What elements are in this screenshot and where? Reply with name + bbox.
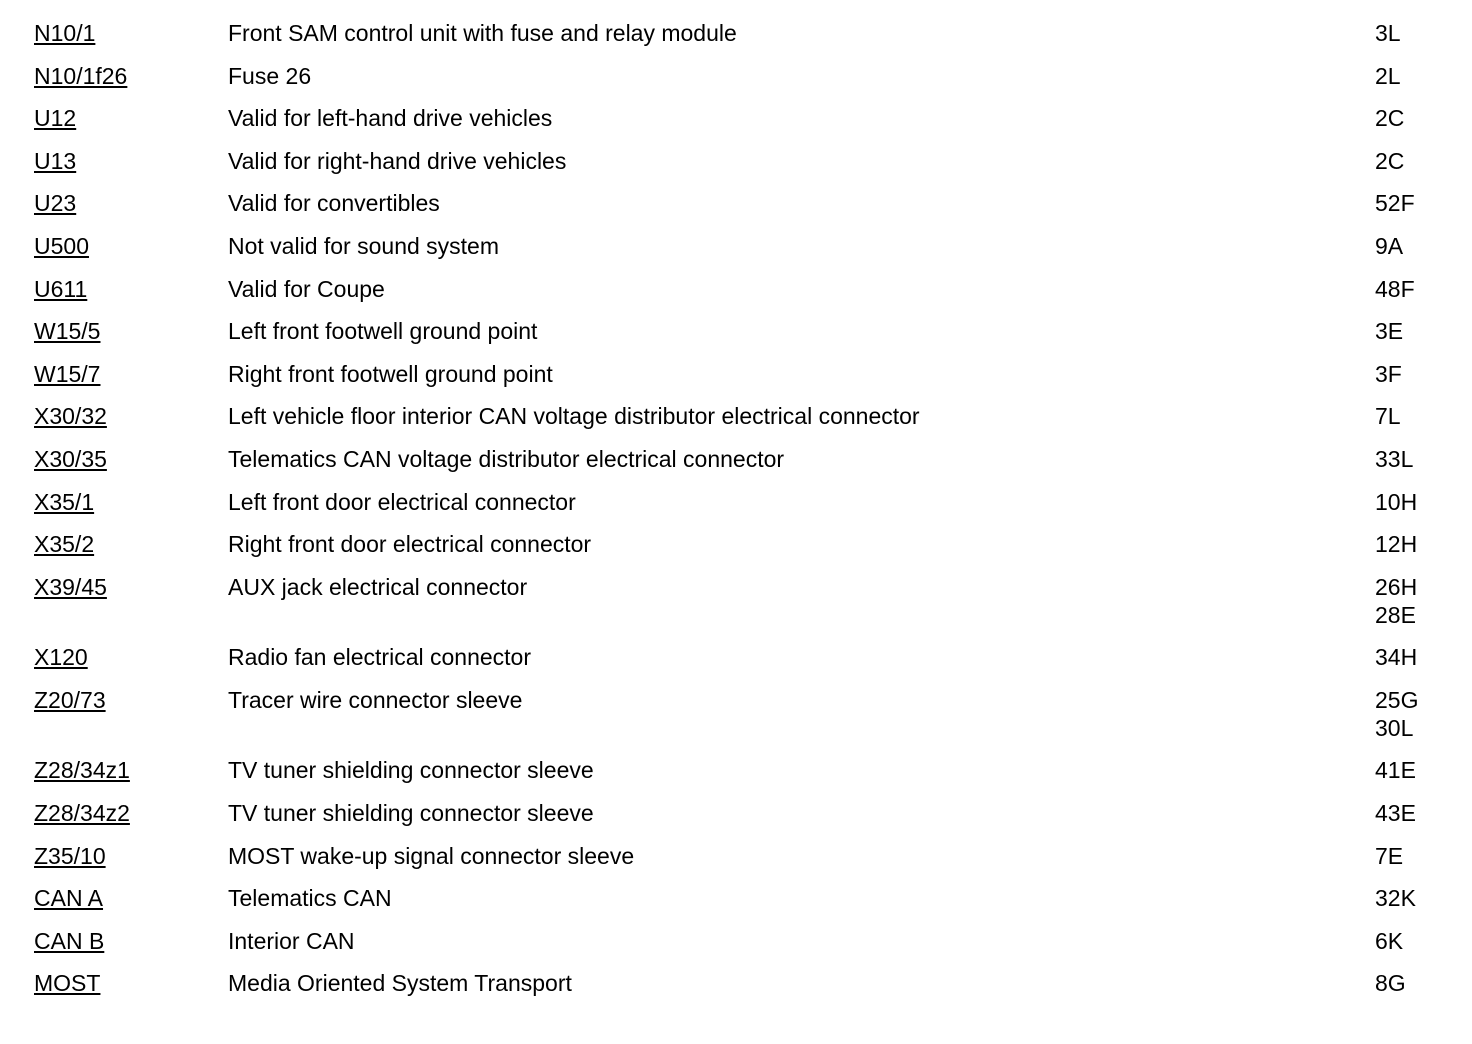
legend-row: [0, 637, 1472, 680]
component-description: TV tuner shielding connector sleeve: [228, 757, 594, 784]
legend-row: [0, 226, 1472, 269]
component-code-link[interactable]: N10/1f26: [34, 62, 128, 89]
component-description: Left front door electrical connector: [228, 488, 576, 515]
component-code-link[interactable]: N10/1: [34, 20, 96, 46]
legend-row: [0, 311, 1472, 354]
component-code-link[interactable]: X39/45: [34, 573, 107, 600]
component-description: MOST wake-up signal connector sleeve: [228, 842, 635, 869]
legend-row: [0, 439, 1472, 482]
component-description: Valid for right-hand drive vehicles: [228, 147, 567, 174]
component-description: TV tuner shielding connector sleeve: [228, 799, 594, 826]
legend-row: [0, 183, 1472, 226]
component-code-link[interactable]: U12: [34, 105, 77, 132]
component-description: Interior CAN: [228, 927, 355, 954]
component-description: Valid for Coupe: [228, 275, 385, 302]
component-code-link[interactable]: X120: [34, 644, 88, 671]
component-code-link[interactable]: CAN A: [34, 885, 104, 912]
component-code-link[interactable]: U23: [34, 190, 77, 217]
component-code-link[interactable]: X35/2: [34, 531, 95, 558]
legend-row: [0, 141, 1472, 184]
grid-location: 41E: [1375, 757, 1416, 784]
component-description: Right front door electrical connector: [228, 531, 592, 558]
grid-location: 7E: [1375, 842, 1404, 869]
grid-location: 2C: [1375, 105, 1405, 132]
legend-row: [0, 56, 1472, 99]
grid-location: 3E: [1375, 318, 1404, 345]
component-code-link[interactable]: U611: [34, 275, 88, 302]
legend-row: [0, 750, 1472, 793]
legend-row: [0, 524, 1472, 567]
component-description: Telematics CAN: [228, 885, 392, 912]
legend-row: [0, 13, 1472, 56]
grid-location: 3F: [1375, 360, 1402, 387]
component-description: Tracer wire connector sleeve: [228, 686, 523, 713]
legend-row: [0, 921, 1472, 964]
component-code-link[interactable]: Z28/34z1: [34, 757, 130, 784]
legend-row: [0, 680, 1472, 751]
component-code-link[interactable]: Z28/34z2: [34, 799, 130, 826]
grid-location: 9A: [1375, 232, 1404, 259]
component-description: Valid for left-hand drive vehicles: [228, 105, 553, 132]
component-description: Left vehicle floor interior CAN voltage distributor electrical connector: [228, 403, 920, 430]
component-description: Left front footwell ground point: [228, 318, 538, 345]
component-code-link[interactable]: W15/7: [34, 360, 101, 387]
legend-row: [0, 98, 1472, 141]
grid-location: 10H: [1375, 488, 1418, 515]
component-description: Right front footwell ground point: [228, 360, 553, 387]
component-code-link[interactable]: Z35/10: [34, 842, 106, 869]
component-code-link[interactable]: X30/35: [34, 445, 107, 472]
component-code-link[interactable]: U13: [34, 147, 77, 174]
grid-location: 32K: [1375, 885, 1416, 912]
grid-location: 33L: [1375, 445, 1414, 472]
legend-row: [0, 396, 1472, 439]
legend-row: [0, 482, 1472, 525]
grid-location: 34H: [1375, 644, 1418, 671]
legend-row: [0, 836, 1472, 879]
legend-row: [0, 567, 1472, 638]
component-code-link[interactable]: U500: [34, 232, 89, 259]
component-legend-table: [0, 13, 1472, 1006]
component-description: Fuse 26: [228, 62, 312, 89]
component-description: Valid for convertibles: [228, 190, 440, 217]
grid-location: 26H 28E: [1375, 573, 1418, 628]
grid-location: 2C: [1375, 147, 1405, 174]
component-description: Not valid for sound system: [228, 232, 500, 259]
component-description: Front SAM control unit with fuse and relay module: [228, 20, 737, 46]
grid-location: 48F: [1375, 275, 1415, 302]
component-description: AUX jack electrical connector: [228, 573, 528, 600]
legend-row: [0, 878, 1472, 921]
component-description: Media Oriented System Transport: [228, 970, 572, 997]
component-code-link[interactable]: Z20/73: [34, 686, 106, 713]
legend-row: [0, 354, 1472, 397]
component-description: Radio fan electrical connector: [228, 644, 531, 671]
component-description: Telematics CAN voltage distributor electrical connector: [228, 445, 785, 472]
grid-location: 2L: [1375, 62, 1401, 89]
component-code-link[interactable]: CAN B: [34, 927, 105, 954]
legend-row: [0, 793, 1472, 836]
legend-row: [0, 269, 1472, 312]
grid-location: 3L: [1375, 20, 1401, 46]
grid-location: 6K: [1375, 927, 1404, 954]
grid-location: 7L: [1375, 403, 1401, 430]
grid-location: 43E: [1375, 799, 1416, 826]
component-code-link[interactable]: W15/5: [34, 318, 101, 345]
grid-location: 12H: [1375, 531, 1418, 558]
component-code-link[interactable]: X35/1: [34, 488, 95, 515]
grid-location: 25G 30L: [1375, 686, 1419, 741]
component-code-link[interactable]: X30/32: [34, 403, 107, 430]
grid-location: 8G: [1375, 970, 1406, 997]
grid-location: 52F: [1375, 190, 1415, 217]
legend-row: [0, 963, 1472, 1006]
component-code-link[interactable]: MOST: [34, 970, 101, 997]
